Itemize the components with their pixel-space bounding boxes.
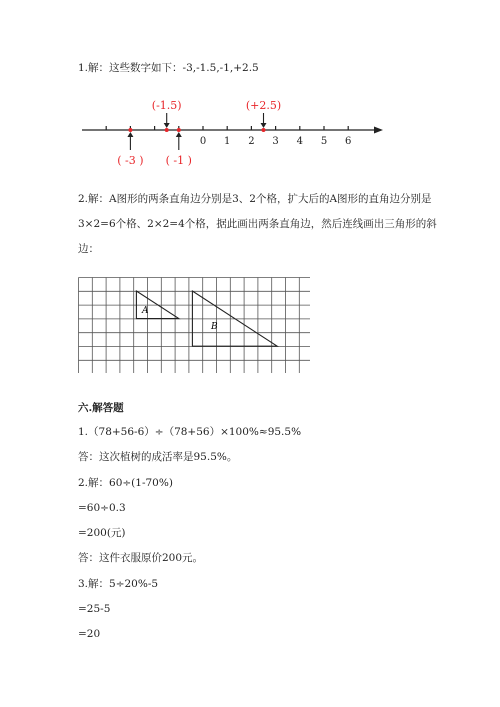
q2-answer-line-3: 边： xyxy=(78,243,99,255)
number-line-label-above: (+2.5) xyxy=(245,99,282,112)
pointer-arrow-head xyxy=(127,132,133,137)
answer-line-5: =200(元) xyxy=(78,527,126,539)
triangle-b-label: B xyxy=(211,322,218,332)
number-line-arrow xyxy=(374,127,383,134)
number-line-point xyxy=(128,128,132,132)
section-title: 六.解答题 xyxy=(78,402,124,414)
number-line-tick-label: 3 xyxy=(272,136,279,147)
answer-line-4: =60÷0.3 xyxy=(78,502,126,514)
q1-answer-text: 1.解：这些数字如下：-3,-1.5,-1,+2.5 xyxy=(78,62,259,74)
number-line-point xyxy=(262,128,266,132)
answer-line-1: 1.（78+56-6）÷（78+56）×100%≈95.5% xyxy=(78,426,302,438)
number-line-tick-label: 0 xyxy=(199,136,207,147)
number-line xyxy=(0,92,500,192)
triangle-grid xyxy=(78,277,310,373)
answer-line-9: =20 xyxy=(78,628,101,640)
number-line-point xyxy=(177,128,181,132)
pointer-arrow-head xyxy=(261,123,267,128)
number-line-tick-label: 2 xyxy=(248,136,255,147)
q2-answer-line-1: 2.解：A图形的两条直角边分别是3、2个格，扩大后的A图形的直角边分别是 xyxy=(78,193,432,205)
answer-line-3: 2.解：60÷(1-70%) xyxy=(78,477,173,489)
number-line-label-below: ( -3 ) xyxy=(117,154,144,167)
answer-line-7: 3.解：5÷20%-5 xyxy=(78,578,159,590)
number-line-tick-label: 1 xyxy=(224,136,231,147)
answer-line-2: 答：这次植树的成活率是95.5%。 xyxy=(78,451,238,463)
pointer-arrow-head xyxy=(176,132,182,137)
answer-line-6: 答：这件衣服原价200元。 xyxy=(78,552,204,564)
pointer-arrow-head xyxy=(164,123,170,128)
number-line-tick-label: 6 xyxy=(345,136,352,147)
answer-line-8: =25-5 xyxy=(78,603,111,615)
q2-answer-line-2: 3×2=6个格、2×2=4个格，据此画出两条直角边，然后连线画出三角形的斜 xyxy=(78,218,437,230)
number-line-point xyxy=(165,128,169,132)
number-line-tick-label: 4 xyxy=(296,136,303,147)
number-line-label-below: ( -1 ) xyxy=(165,154,192,167)
number-line-tick-label: 5 xyxy=(320,136,328,147)
number-line-label-above: (-1.5) xyxy=(151,99,182,112)
triangle-a-label: A xyxy=(142,306,149,316)
